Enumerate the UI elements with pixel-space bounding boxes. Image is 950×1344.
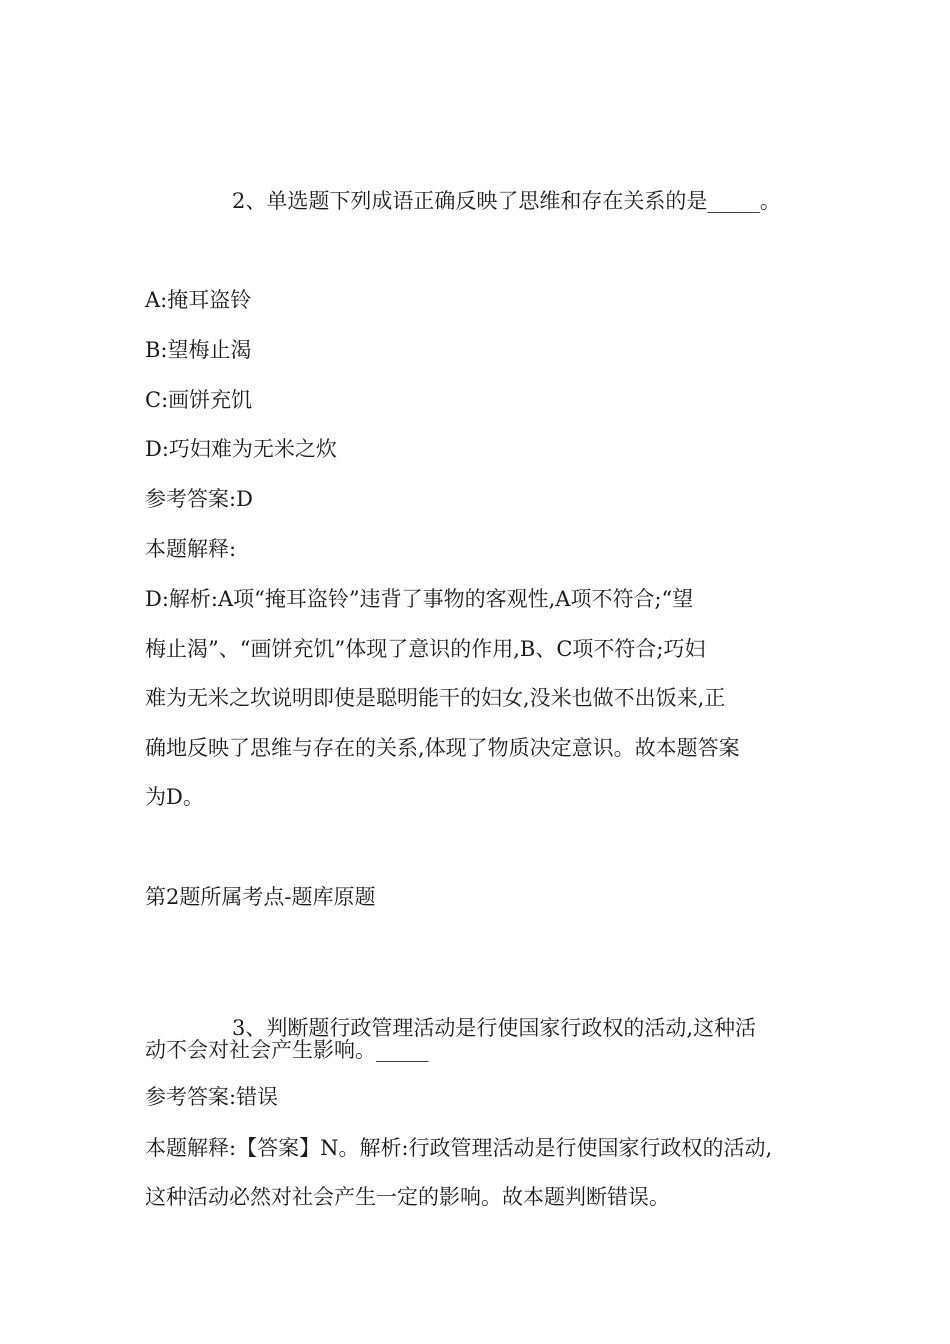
- q2-option-b: B:望梅止渴: [145, 338, 252, 362]
- q2-explanation-line: 难为无米之坎说明即使是聪明能干的妇女,没米也做不出饭来,正: [145, 686, 726, 711]
- q2-explanation-line: 为D。: [145, 785, 204, 810]
- q2-option-a: A:掩耳盗铃: [145, 288, 252, 312]
- q2-answer: 参考答案:D: [145, 487, 253, 511]
- q3-explanation-line1: 本题解释:【答案】N。解析:行政管理活动是行使国家行政权的活动,: [145, 1136, 773, 1160]
- q3-explanation-line2: 这种活动必然对社会产生一定的影响。故本题判断错误。: [145, 1185, 670, 1209]
- q2-explanation-line: 确地反映了思维与存在的关系,体现了物质决定意识。故本题答案: [145, 735, 740, 760]
- q3-answer: 参考答案:错误: [145, 1085, 279, 1109]
- q2-explanation: [145, 584, 815, 832]
- q2-explanation-line: 梅止渴”、“画饼充饥”体现了意识的作用,B、C项不符合;巧妇: [145, 636, 706, 661]
- q2-stem: 2、单选题下列成语正确反映了思维和存在关系的是_____。: [232, 189, 781, 213]
- q3-stem-line2: 动不会对社会产生影响。_____: [145, 1038, 429, 1062]
- q2-option-d: D:巧妇难为无米之炊: [145, 437, 337, 461]
- q3-stem-line1: 3、判断题行政管理活动是行使国家行政权的活动,这种活: [232, 1016, 757, 1040]
- q2-topic: 第2题所属考点-题库原题: [145, 885, 376, 909]
- q2-explanation-line: D:解析:A项“掩耳盗铃”违背了事物的客观性,A项不符合;“望: [145, 587, 694, 611]
- q2-option-c: C:画饼充饥: [145, 388, 253, 412]
- q2-explanation-title: 本题解释:: [145, 537, 237, 561]
